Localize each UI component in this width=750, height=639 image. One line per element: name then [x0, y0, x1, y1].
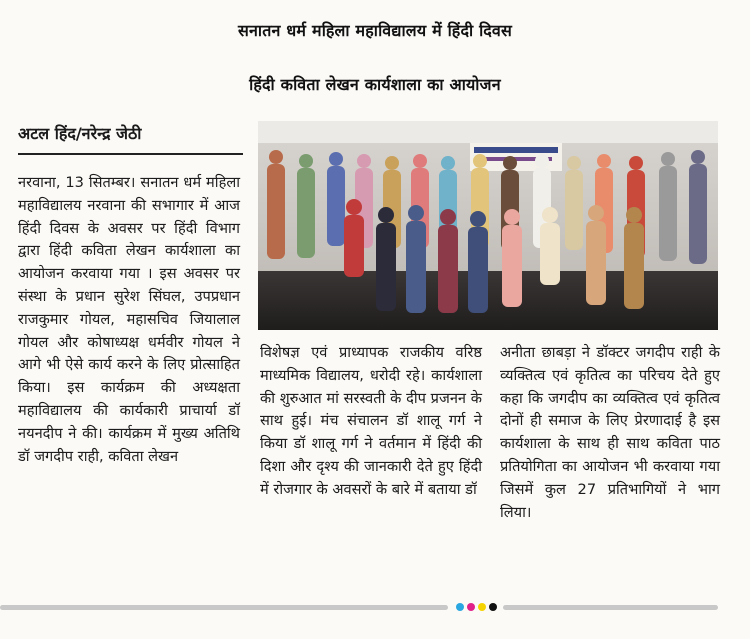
footer-rule-right [503, 605, 718, 610]
black-registration-dot [489, 603, 497, 611]
article-column-3: अनीता छाबड़ा ने डॉक्टर जगदीप राही के व्यक्तित्व एवं कृतित्व का परिचय देते हुए कहा कि जगदीप का व्यक्तित्व एवं कृतित्व दोनों ही समाज के लिए प्रेरणादाई है इस कार्यशाला के साथ ही साथ कविता पाठ प्रतियोगिता का आयोजन भी करवाया गया जिसमें कुल 27 प्रतिभागियों ने भाग लिया। [500, 344, 720, 521]
cyan-registration-dot [456, 603, 464, 611]
headline-line-1: सनातन धर्म महिला महाविद्यालय में हिंदी दिवस [237, 21, 513, 40]
article-column-2: विशेषज्ञ एवं प्राध्यापक राजकीय वरिष्ठ माध्यमिक विद्यालय, धरोदी रहे। कार्यशाला की शुरुआत मां सरस्वती के दीप प्रजनन के साथ हुई। मंच संचालन डॉ शालू गर्ग ने किया डॉ शालू गर्ग ने वर्तमान में हिंदी की दिशा और दृश्य की जानकारी देते हुए हिंदी में रोजगार के अवसरों के बारे में बताया डॉ [260, 344, 482, 498]
byline: अटल हिंद/नरेन्द्र जेठी [18, 124, 142, 143]
headline-line-2: हिंदी कविता लेखन कार्यशाला का आयोजन [249, 75, 501, 94]
yellow-registration-dot [478, 603, 486, 611]
magenta-registration-dot [467, 603, 475, 611]
group-photo [258, 121, 718, 330]
footer-rule-left [0, 605, 448, 610]
page-footer-bar [0, 600, 750, 614]
byline-divider [18, 153, 243, 155]
article-column-1: नरवाना, 13 सितम्बर। सनातन धर्म महिला महाविद्यालय नरवाना की सभागार में आज हिंदी दिवस के अवसर पर हिंदी विभाग द्वारा हिंदी कविता लेखन कार्यशाला का आयोजन करवाया गया । इस अवसर पर संस्था के प्रधान सुरेश सिंघल, उपप्रधान राजकुमार गोयल, महासचिव जियालाल गोयल और कोषाध्यक्ष धर्मवीर गोयल ने आगे भी ऐसे कार्य करने के लिए प्रोत्साहित किया। इस कार्यक्रम की अध्यक्षता महाविद्यालय की कार्यकारी प्राचार्या डॉ नयनदीप ने की। कार्यक्रम में मुख्य अतिथि डॉ जगदीप राही, कविता लेखन [18, 174, 240, 465]
